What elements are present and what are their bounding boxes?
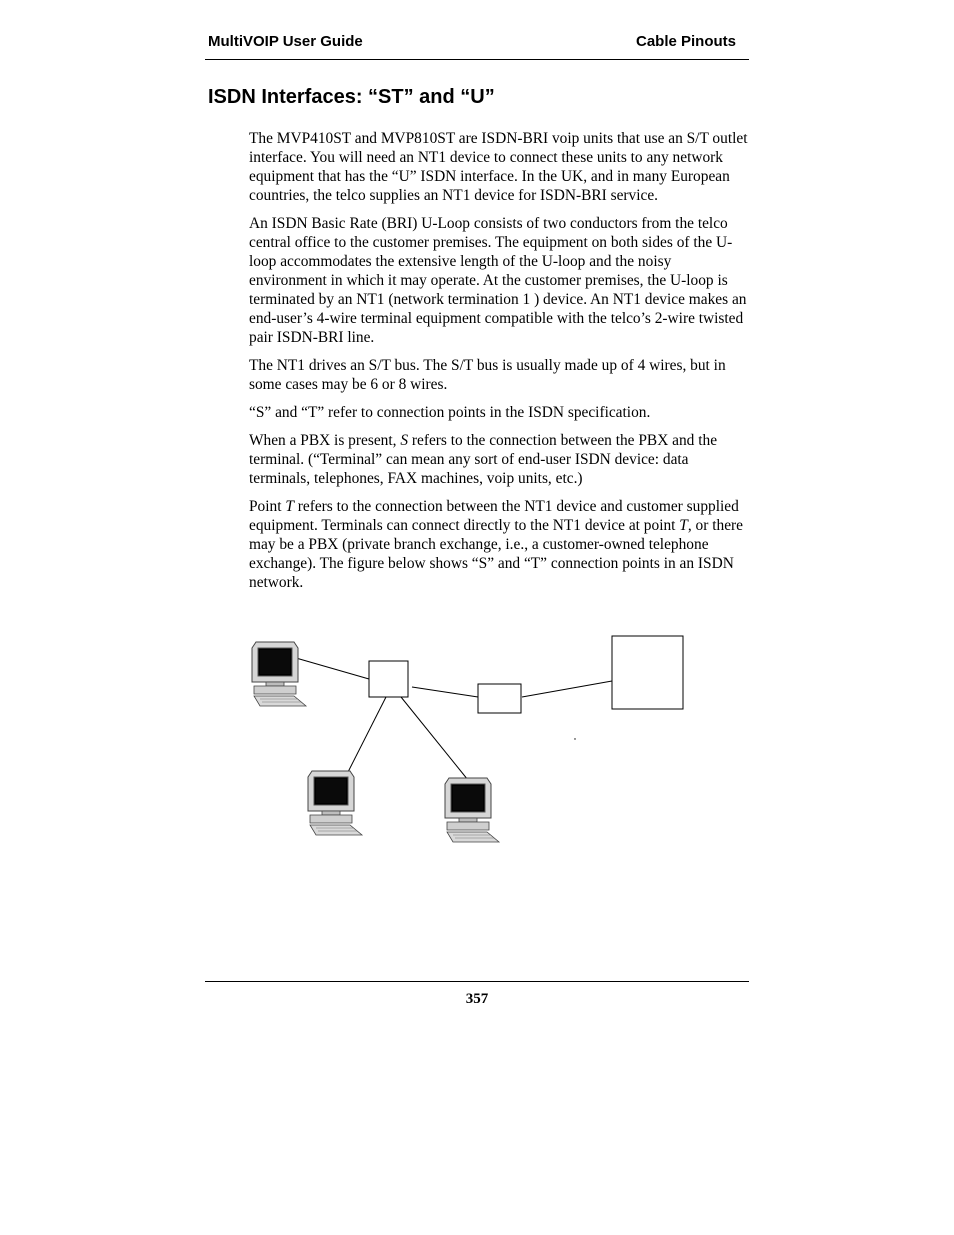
paragraph-s-t-points: “S” and “T” refer to connection points in the ISDN specification. bbox=[249, 404, 651, 421]
computer-icon bbox=[445, 778, 499, 842]
header-rule bbox=[205, 59, 749, 60]
link-pbx-pc3 bbox=[401, 697, 468, 780]
link-pbx-pc2 bbox=[347, 697, 386, 774]
running-header-section: Cable Pinouts bbox=[635, 33, 736, 50]
stray-dot bbox=[574, 738, 575, 739]
paragraph-point-t: Point T refers to the connection between the NT1 device and customer supplied equipment. Terminals can connect directly to the NT1 device at point T, or there may be a PBX (private branch exchange, i.e., a customer-owned telephone exchange). The figure below shows “S” and “T” connection points in an ISDN network. bbox=[249, 498, 743, 591]
paragraph-st-intro: The MVP410ST and MVP810ST are ISDN-BRI voip units that use an S/T outlet interface. You will need an NT1 device to connect these units to any network equipment that has the “U” ISDN interface. In the UK, and in many European countries, the telco supplies an NT1 device for ISDN-BRI service. bbox=[249, 130, 748, 204]
paragraph-pbx: When a PBX is present, S refers to the connection between the PBX and the terminal. (“Terminal” can mean any sort of end-user ISDN device: data terminals, telephones, FAX machines, voip units, etc.) bbox=[249, 432, 718, 487]
page-number: 357 bbox=[465, 991, 489, 1007]
body-text bbox=[249, 129, 749, 601]
link-nt1-exchange bbox=[522, 681, 612, 697]
exchange-box bbox=[612, 636, 683, 709]
computer-icon bbox=[252, 642, 306, 706]
section-title: ISDN Interfaces: “ST” and “U” bbox=[208, 86, 495, 108]
footer-rule bbox=[205, 981, 749, 982]
running-header-title: MultiVOIP User Guide bbox=[208, 33, 363, 50]
isdn-network-diagram bbox=[240, 630, 700, 850]
nt1-box bbox=[478, 684, 521, 713]
paragraph-u-loop: An ISDN Basic Rate (BRI) U-Loop consists of two conductors from the telco central office to the customer premises. The equipment on both sides of the U-loop accommodates the extensive length of the U-loop and the noisy environment in which it may operate. At the customer premises, the U-loop is terminated by an NT1 (network termination 1 ) device. An NT1 device makes an end-user’s 4-wire terminal equipment compatible with the telco’s 2-wire twisted pair ISDN-BRI line. bbox=[249, 215, 747, 346]
link-pc1-pbx bbox=[296, 658, 369, 679]
computer-icon bbox=[308, 771, 362, 835]
pbx-box bbox=[369, 661, 408, 697]
link-pbx-nt1 bbox=[412, 687, 478, 697]
paragraph-st-bus: The NT1 drives an S/T bus. The S/T bus is usually made up of 4 wires, but in some cases may be 6 or 8 wires. bbox=[249, 357, 726, 393]
